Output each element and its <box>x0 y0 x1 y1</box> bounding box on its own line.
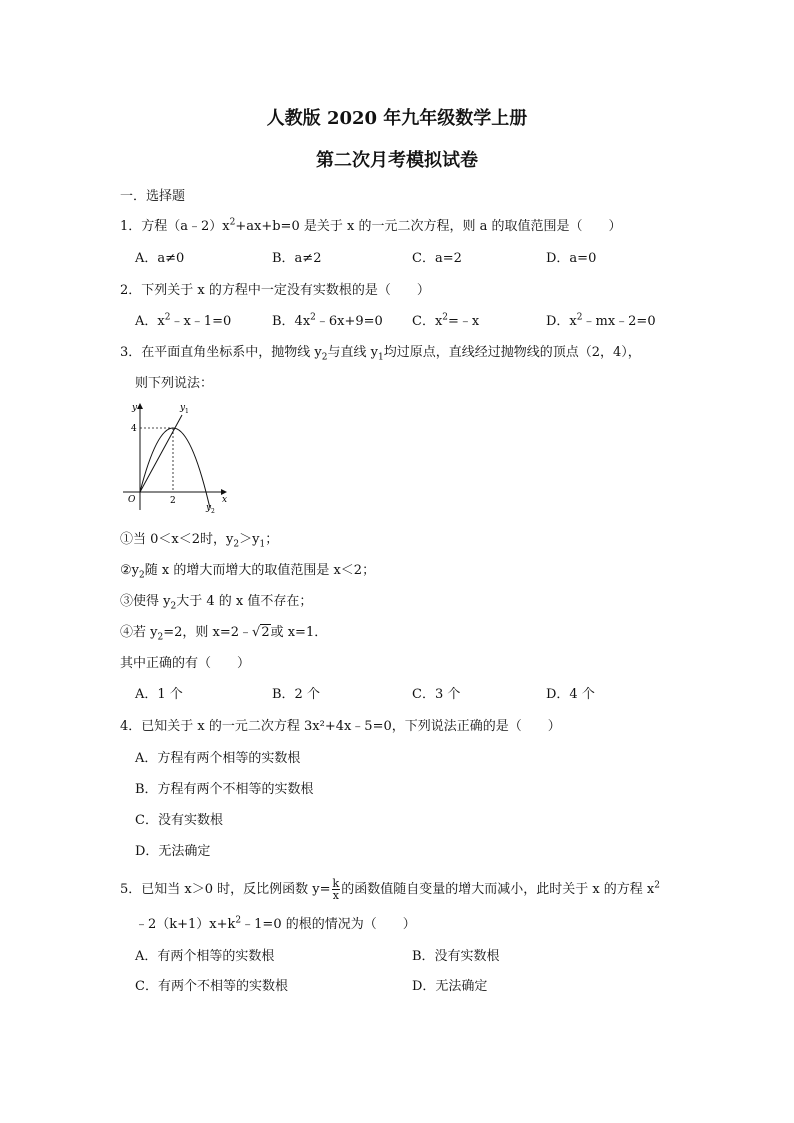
question-1: 1．方程$(a﹣2)x^2+ax+b=0$ 是关于 x 的一元二次方程，则 a 的取值范围是（ ） <box>120 217 622 234</box>
question-3-line-1: 3．在平面直角坐标系中，抛物线 $y_2$与直线 $y_1$均过原点，直线经过抛物线的顶点（2，4）， <box>120 345 641 363</box>
q4-option-b[interactable]: B．方程有两个不相等的实数根 <box>135 782 314 797</box>
tick-y-4: 4 <box>131 424 137 434</box>
q1-option-a[interactable]: A．a≠0 <box>135 251 185 266</box>
q4-option-a[interactable]: A．方程有两个相等的实数根 <box>135 751 301 766</box>
q3-option-d[interactable]: D．4 个 <box>546 687 595 702</box>
y-axis-label: y <box>132 403 138 413</box>
q3-statement-1: ①当 0＜x＜2时，$y_2>y_1$； <box>120 532 279 550</box>
q1-option-b[interactable]: B．a≠2 <box>272 251 322 266</box>
question-5-line-2: $﹣2(k+1)x+k^2﹣1=0$ 的根的情况为（ ） <box>135 915 416 932</box>
line-y1 <box>140 415 182 492</box>
q4-option-c[interactable]: C．没有实数根 <box>135 813 223 828</box>
fraction-k-over-x: $\frac{k}{x}$ <box>332 877 340 902</box>
q3-statement-4: ④若 $y_2=2$，则 x=2﹣√2或 x=1． <box>120 625 328 643</box>
q5-option-d[interactable]: D．无法确定 <box>412 979 488 994</box>
question-3-line-2: 则下列说法： <box>135 376 214 391</box>
q5-option-c[interactable]: C．有两个不相等的实数根 <box>135 979 288 994</box>
q3-option-c[interactable]: C．3 个 <box>412 687 461 702</box>
q2-option-d[interactable]: D．$x^2﹣mx﹣2=0$ <box>546 312 656 329</box>
q2-option-b[interactable]: B．$4x^2﹣6x+9=0$ <box>272 312 383 329</box>
exam-subtitle: 第二次月考模拟试卷 <box>316 150 478 171</box>
q2-option-c[interactable]: C．$x^2=﹣x$ <box>412 312 480 329</box>
question-5-line-1: 5．已知当 x＞0 时，反比例函数 y= $\frac{k}{x}$ 的函数值随自变量的增大而减小，此时关于 x 的方程 $x^2$ <box>120 877 660 902</box>
q3-option-b[interactable]: B．2 个 <box>272 687 320 702</box>
q3-graph <box>118 398 238 518</box>
q4-option-d[interactable]: D．无法确定 <box>135 844 211 859</box>
question-2: 2．下列关于 x 的方程中一定没有实数根的是（ ） <box>120 283 430 298</box>
q3-statement-3: ③使得 $y_2$大于 4 的 x 值不存在； <box>120 594 313 612</box>
q1-option-c[interactable]: C．a=2 <box>412 251 462 266</box>
origin-label: O <box>128 495 136 505</box>
q3-ask: 其中正确的有（ ） <box>120 656 251 671</box>
q1-option-d[interactable]: D．a=0 <box>546 251 597 266</box>
q2-option-a[interactable]: A．$x^2﹣x﹣1=0$ <box>135 312 232 329</box>
tick-x-2: 2 <box>170 496 176 506</box>
section-heading: 一．选择题 <box>120 189 186 204</box>
question-4: 4．已知关于 x 的一元二次方程 3x²+4x﹣5=0，下列说法正确的是（ ） <box>120 719 561 734</box>
q3-statement-2: $②y_2$随 x 的增大而增大的取值范围是 x＜2； <box>120 563 376 581</box>
label-y1: y <box>180 403 186 413</box>
label-y1-sub: 1 <box>185 408 189 415</box>
q3-option-a[interactable]: A．1 个 <box>135 687 183 702</box>
exam-title: 人教版 2020 年九年级数学上册 <box>266 108 528 129</box>
label-y2-sub: 2 <box>211 508 215 515</box>
q5-option-b[interactable]: B．没有实数根 <box>412 949 500 964</box>
label-y2: y <box>206 503 212 513</box>
q5-option-a[interactable]: A．有两个相等的实数根 <box>135 949 275 964</box>
x-axis-label: x <box>222 495 228 505</box>
